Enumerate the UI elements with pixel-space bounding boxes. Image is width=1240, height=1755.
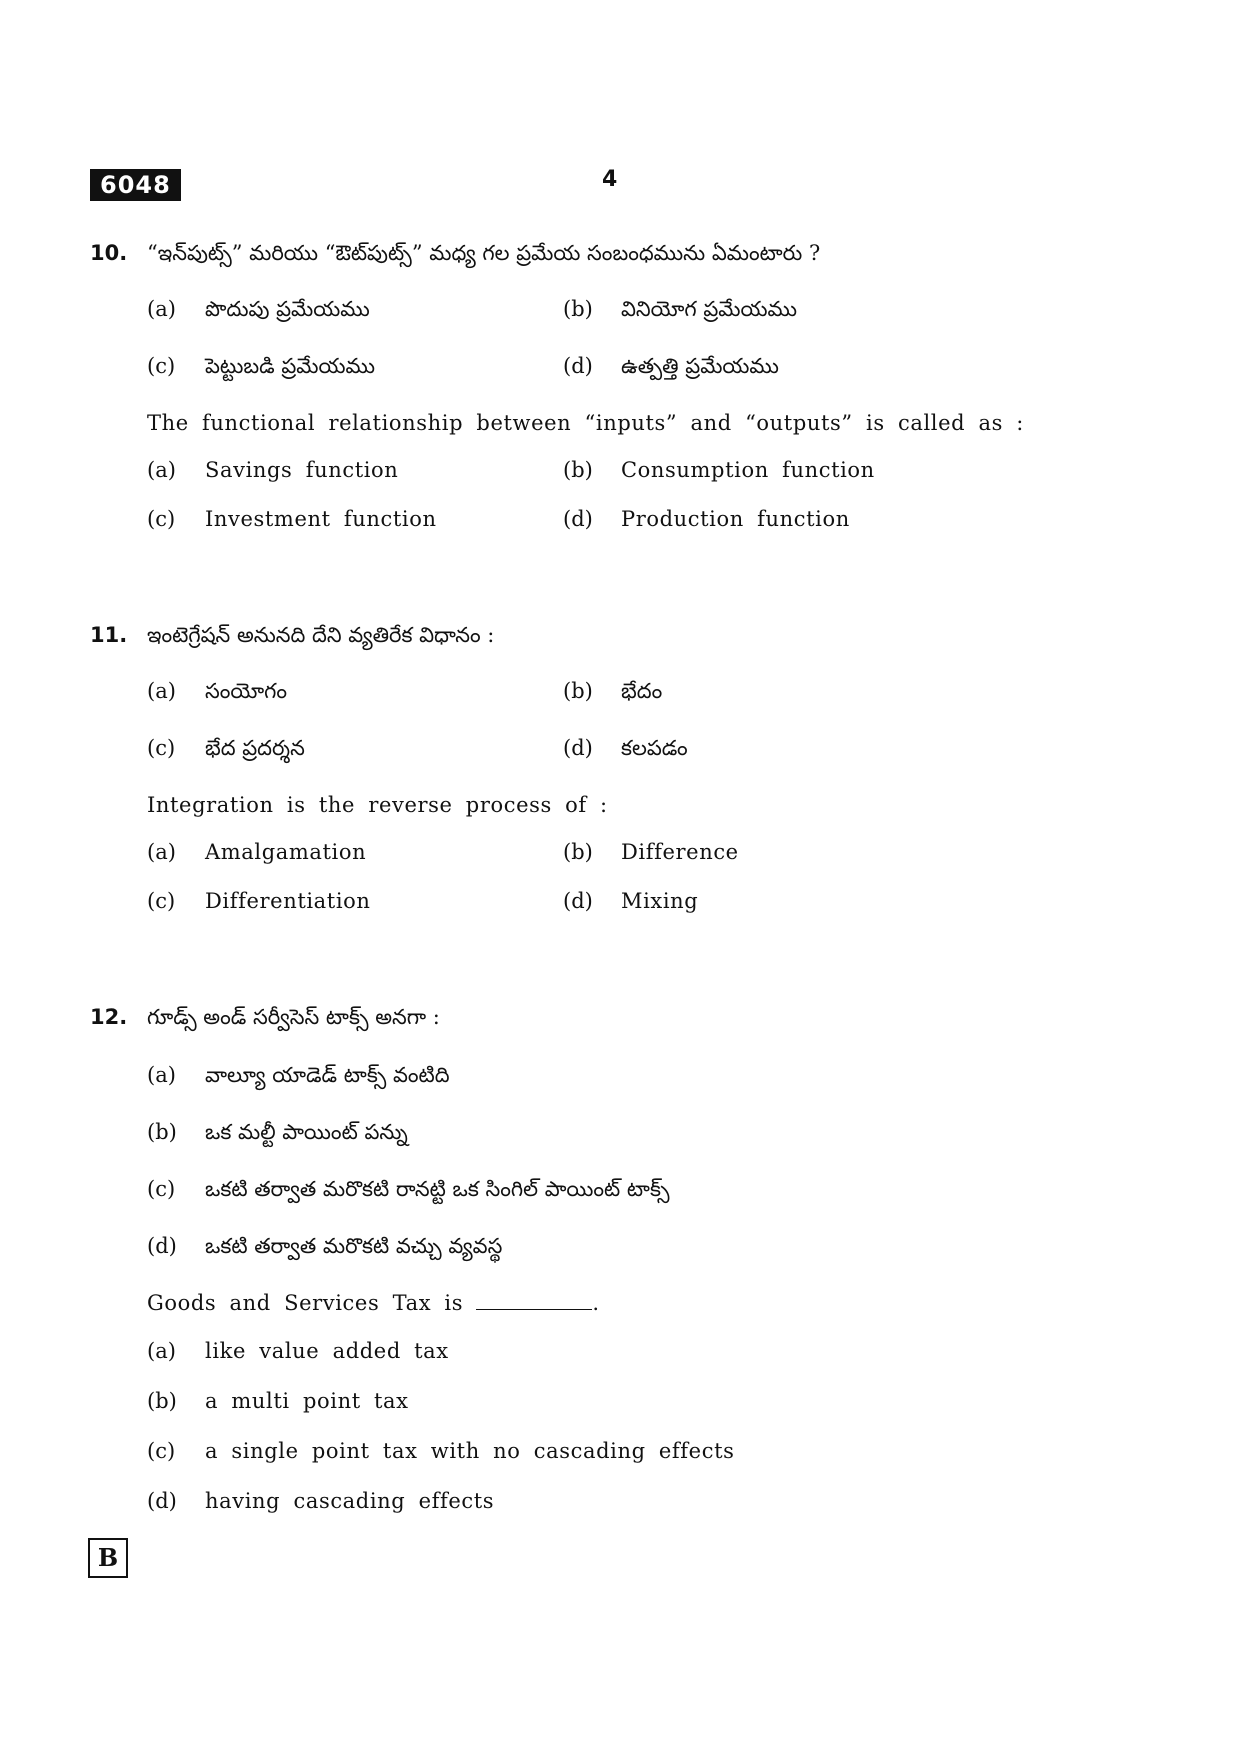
question-12 — [90, 999, 1150, 1533]
paper-code-badge: 6048 — [90, 169, 181, 201]
option-c-telugu: (c) భేద ప్రదర్శన — [147, 736, 305, 760]
option-d-english: (d) having cascading effects — [147, 1489, 495, 1513]
set-code-box: B — [88, 1538, 128, 1578]
option-a-telugu: (a) వాల్యూ యాడెడ్ టాక్స్ వంటిది — [147, 1063, 450, 1087]
question-text: “ఇన్‌పుట్స్” మరియు “ఔట్‌పుట్స్” మధ్య గల ప్రమేయ సంబంధమును ఏమంటారు ? — [147, 241, 821, 265]
page-header — [90, 167, 1150, 207]
question-11 — [90, 617, 1150, 932]
question-stem-telugu — [90, 235, 1150, 271]
option-row — [90, 834, 1150, 883]
answer-blank — [476, 1289, 592, 1310]
question-stem-english: Integration is the reverse process of : — [147, 793, 608, 817]
page-number: 4 — [602, 167, 618, 192]
option-a-telugu: (a) పొదుపు ప్రమేయము — [147, 297, 370, 321]
option-row — [90, 348, 1150, 405]
question-text: గూడ్స్ అండ్ సర్వీసెస్ టాక్స్ అనగా : — [147, 1005, 440, 1029]
option-row — [90, 291, 1150, 348]
option-a-english: (a) Savings function — [147, 458, 399, 482]
question-number: 11. — [90, 623, 128, 647]
option-c-english: (c) a single point tax with no cascading effects — [147, 1439, 735, 1463]
option-row — [90, 452, 1150, 501]
option-row — [90, 501, 1150, 550]
option-d-telugu: (d) ఒకటి తర్వాత మరొకటి వచ్చు వ్యవస్థ — [147, 1234, 503, 1258]
option-c-telugu: (c) పెట్టుబడి ప్రమేయము — [147, 354, 376, 378]
question-text: ఇంటెగ్రేషన్ అనునది దేని వ్యతిరేక విధానం : — [147, 623, 495, 647]
option-c-english: (c) Differentiation — [147, 889, 371, 913]
option-row — [90, 673, 1150, 730]
option-a-english: (a) Amalgamation — [147, 840, 367, 864]
option-b-english: (b) a multi point tax — [147, 1389, 409, 1413]
option-row — [90, 883, 1150, 932]
question-number: 12. — [90, 1005, 128, 1029]
option-c-english: (c) Investment function — [147, 507, 437, 531]
option-d-telugu: (d) ఉత్పత్తి ప్రమేయము — [563, 354, 779, 378]
option-a-english: (a) like value added tax — [147, 1339, 449, 1363]
option-d-english: (d) Production function — [563, 507, 850, 531]
option-b-english: (b) Consumption function — [563, 458, 875, 482]
option-b-telugu: (b) ఒక మల్టీ పాయింట్ పన్ను — [147, 1120, 408, 1144]
option-b-telugu: (b) వినియోగ ప్రమేయము — [563, 297, 797, 321]
option-c-telugu: (c) ఒకటి తర్వాత మరొకటి రానట్టి ఒక సింగిల్ పాయింట్ టాక్స్ — [147, 1177, 670, 1201]
option-d-english: (d) Mixing — [563, 889, 699, 913]
option-b-telugu: (b) భేదం — [563, 679, 663, 703]
option-a-telugu: (a) సంయోగం — [147, 679, 288, 703]
question-stem-english: Goods and Services Tax is . — [147, 1291, 600, 1315]
question-10 — [90, 235, 1150, 550]
question-stem-telugu — [90, 999, 1150, 1035]
question-stem-telugu — [90, 617, 1150, 653]
question-stem-english: The functional relationship between “inputs” and “outputs” is called as : — [147, 411, 1024, 435]
option-d-telugu: (d) కలపడం — [563, 736, 688, 760]
option-row — [90, 730, 1150, 787]
option-b-english: (b) Difference — [563, 840, 739, 864]
question-number: 10. — [90, 241, 128, 265]
